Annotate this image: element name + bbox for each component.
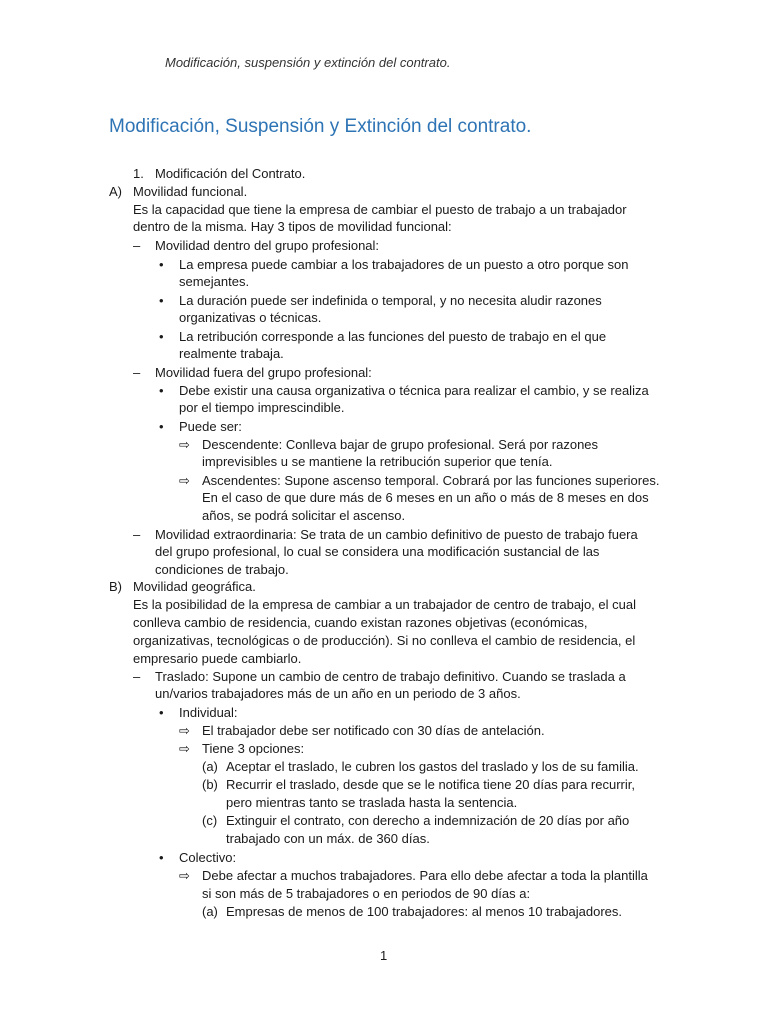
list-item-continuation: imprevisibles u se mantiene la retribución superior que tenía. [202, 454, 553, 469]
list-item: Movilidad extraordinaria: Se trata de un cambio definitivo de puesto de trabajo fuera [155, 527, 638, 542]
page-number: 1 [380, 948, 388, 963]
option-label: (a) [202, 904, 218, 919]
paragraph-line: organizativas, tecnológicas o de producción). Si no conlleva el cambio de residencia, el [133, 633, 636, 648]
list-item-continuation: por el tiempo imprescindible. [179, 400, 345, 415]
list-item-continuation: años, se podrá solicitar el ascenso. [202, 508, 406, 523]
list-item: Debe afectar a muchos trabajadores. Para ello debe afectar a toda la plantilla [202, 868, 648, 883]
list-item: Debe existir una causa organizativa o técnica para realizar el cambio, y se realiza [179, 383, 649, 398]
paragraph-line: Es la posibilidad de la empresa de cambiar a un trabajador de centro de trabajo, el cual [133, 597, 636, 612]
bullet-marker: • [159, 850, 164, 865]
arrow-marker: ⇨ [179, 437, 190, 452]
arrow-marker: ⇨ [179, 741, 190, 756]
list-item: Ascendentes: Supone ascenso temporal. Cobrará por las funciones superiores. [202, 473, 660, 488]
section-number: 1. [133, 166, 144, 181]
list-item-continuation: En el caso de que dure más de 6 meses en un año o más de 8 meses en dos [202, 490, 649, 505]
list-item: Movilidad fuera del grupo profesional: [155, 365, 372, 380]
paragraph-line: Es la capacidad que tiene la empresa de cambiar el puesto de trabajo a un trabajador [133, 202, 627, 217]
list-item-continuation: un/varios trabajadores más de un año en un periodo de 3 años. [155, 686, 521, 701]
list-item-continuation: semejantes. [179, 274, 250, 289]
bullet-marker: • [159, 293, 164, 308]
option-item-continuation: pero mientras tanto se traslada hasta la sentencia. [226, 795, 518, 810]
list-item: Individual: [179, 705, 238, 720]
option-label: (c) [202, 813, 218, 828]
list-item: Colectivo: [179, 850, 237, 865]
list-item: Traslado: Supone un cambio de centro de trabajo definitivo. Cuando se traslada a [155, 669, 626, 684]
subsection-heading-a: Movilidad funcional. [133, 184, 248, 199]
arrow-marker: ⇨ [179, 473, 190, 488]
list-item: Descendente: Conlleva bajar de grupo profesional. Será por razones [202, 437, 599, 452]
list-item: Puede ser: [179, 419, 242, 434]
list-label-a: A) [109, 184, 122, 199]
list-label-b: B) [109, 579, 122, 594]
option-item-continuation: trabajado con un máx. de 360 días. [226, 831, 430, 846]
paragraph-line: dentro de la misma. Hay 3 tipos de movilidad funcional: [133, 219, 452, 234]
option-item: Empresas de menos de 100 trabajadores: al menos 10 trabajadores. [226, 904, 623, 919]
bullet-marker: • [159, 383, 164, 398]
arrow-marker: ⇨ [179, 723, 190, 738]
paragraph-line: empresario puede cambiarlo. [133, 651, 302, 666]
bullet-marker: • [159, 257, 164, 272]
option-item: Extinguir el contrato, con derecho a indemnización de 20 días por año [226, 813, 630, 828]
subsection-heading-b: Movilidad geográfica. [133, 579, 256, 594]
list-item: Tiene 3 opciones: [202, 741, 305, 756]
option-label: (b) [202, 777, 218, 792]
paragraph-line: conlleva cambio de residencia, cuando existan razones objetivas (económicas, [133, 615, 588, 630]
list-item: La retribución corresponde a las funciones del puesto de trabajo en el que [179, 329, 607, 344]
list-item: Movilidad dentro del grupo profesional: [155, 238, 380, 253]
arrow-marker: ⇨ [179, 868, 190, 883]
list-item: El trabajador debe ser notificado con 30 días de antelación. [202, 723, 545, 738]
list-item-continuation: realmente trabaja. [179, 346, 284, 361]
bullet-marker: • [159, 329, 164, 344]
list-item-continuation: condiciones de trabajo. [155, 562, 289, 577]
document-title: Modificación, Suspensión y Extinción del contrato. [109, 116, 532, 137]
list-item-continuation: si son más de 5 trabajadores o en periodos de 90 días a: [202, 886, 531, 901]
option-item: Recurrir el traslado, desde que se le notifica tiene 20 días para recurrir, [226, 777, 635, 792]
running-header: Modificación, suspensión y extinción del contrato. [165, 55, 451, 70]
option-item: Aceptar el traslado, le cubren los gastos del traslado y los de su familia. [226, 759, 639, 774]
list-item: La duración puede ser indefinida o temporal, y no necesita aludir razones [179, 293, 602, 308]
option-label: (a) [202, 759, 218, 774]
dash-marker: – [133, 365, 141, 380]
dash-marker: – [133, 669, 141, 684]
list-item-continuation: del grupo profesional, lo cual se considera una modificación sustancial de las [155, 544, 600, 559]
section-heading: Modificación del Contrato. [155, 166, 306, 181]
list-item: La empresa puede cambiar a los trabajadores de un puesto a otro porque son [179, 257, 629, 272]
list-item-continuation: organizativas o técnicas. [179, 310, 322, 325]
dash-marker: – [133, 238, 141, 253]
bullet-marker: • [159, 705, 164, 720]
dash-marker: – [133, 527, 141, 542]
bullet-marker: • [159, 419, 164, 434]
